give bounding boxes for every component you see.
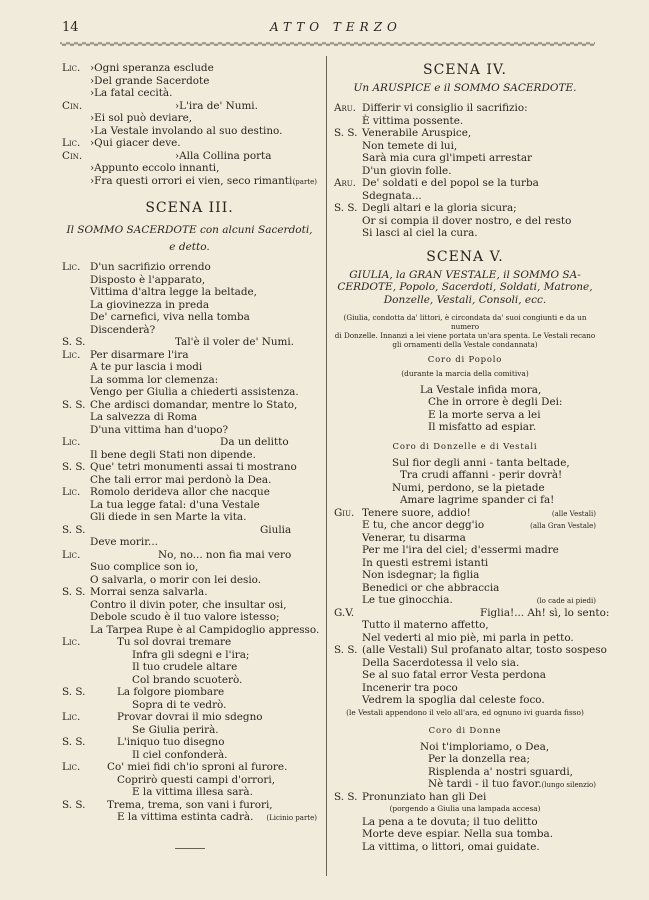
scene-heading: SCENA IV. bbox=[423, 62, 507, 78]
verse-text: Non isdegnar; la figlia bbox=[362, 569, 480, 581]
speaker-label: Lic. bbox=[62, 348, 81, 361]
verse-text: Debole scudo è il tuo valore istesso; bbox=[90, 611, 280, 623]
verse-line bbox=[62, 175, 317, 188]
verse-text: Vittima d'altra legge la beltade, bbox=[90, 286, 257, 298]
verse-text: Tenere suore, addio! bbox=[362, 506, 471, 519]
verse-line bbox=[334, 828, 596, 841]
verse-text: La Tarpea Rupe è al Campidoglio appresso. bbox=[90, 623, 320, 636]
verse-line bbox=[62, 87, 317, 100]
verse-line bbox=[62, 75, 317, 88]
verse-line bbox=[334, 606, 610, 620]
scene-characters: Il SOMMO SACERDOTE con alcuni Sacerdoti, bbox=[66, 223, 313, 236]
verse-line bbox=[62, 686, 317, 699]
verse-line bbox=[62, 399, 317, 412]
verse-text: Coprirò questi campi d'orrori, bbox=[117, 773, 275, 786]
verse-text: Noi t'imploriamo, o Dea, bbox=[420, 740, 550, 753]
verse-line bbox=[334, 791, 596, 804]
verse-line bbox=[334, 741, 596, 754]
verse-line bbox=[62, 524, 317, 537]
verse-line bbox=[62, 599, 317, 612]
verse-text: Romolo derideva allor che nacque bbox=[90, 486, 270, 498]
verse-line bbox=[334, 127, 596, 140]
verse-text: Co' miei fidi ch'io sproni al furore. bbox=[107, 761, 288, 773]
verse-text: ›L'ira de' Numi. bbox=[175, 99, 258, 112]
verse-text: Della Sacerdotessa il velo sia. bbox=[362, 656, 520, 669]
stage-direction: (porgendo a Giulia una lampada accesa) bbox=[389, 804, 541, 813]
stage-note: (parte) bbox=[292, 177, 317, 186]
spacer bbox=[334, 434, 596, 438]
verse-line bbox=[62, 386, 317, 399]
verse-line bbox=[62, 649, 317, 662]
verse-line bbox=[62, 461, 317, 474]
verse-text: Morrai senza salvarla. bbox=[90, 586, 208, 598]
verse-line bbox=[62, 674, 317, 687]
verse-text: Provar dovrai il mio sdegno bbox=[117, 711, 263, 723]
verse-line bbox=[62, 349, 317, 362]
verse-text: Per la donzella rea; bbox=[428, 753, 530, 765]
verse-line bbox=[62, 623, 320, 637]
verse-line bbox=[334, 115, 596, 128]
speaker-label: Lic. bbox=[62, 261, 81, 273]
stage-note: (alle Vestali) bbox=[551, 509, 596, 518]
verse-text: ›Del grande Sacerdote bbox=[90, 74, 210, 87]
end-rule bbox=[175, 848, 205, 849]
verse-text: ›Qui giacer deve. bbox=[90, 137, 181, 149]
speaker-label: G.V. bbox=[334, 606, 355, 619]
verse-line bbox=[62, 137, 317, 150]
verse-text: Giulia bbox=[260, 523, 292, 536]
verse-text: Tutto il materno affetto, bbox=[362, 619, 489, 631]
verse-line bbox=[334, 215, 596, 228]
verse-text: Che in orrore è degli Dei: bbox=[428, 396, 563, 409]
column-divider bbox=[326, 56, 327, 876]
scene-characters: e detto. bbox=[169, 241, 210, 253]
verse-line bbox=[62, 336, 317, 349]
verse-line bbox=[62, 711, 317, 724]
verse-text: D'una vittima han d'uopo? bbox=[90, 423, 229, 436]
verse-line bbox=[334, 227, 596, 240]
right-column bbox=[334, 62, 610, 853]
verse-text: Che tali error mai perdonò la Dea. bbox=[90, 473, 272, 486]
verse-text: Degli altari e la gloria sicura; bbox=[362, 202, 517, 215]
verse-text: La tua legge fatal: d'una Vestale bbox=[90, 498, 260, 511]
verse-text: ›La fatal cecità. bbox=[90, 87, 173, 99]
speaker-label: S. S. bbox=[62, 798, 86, 811]
stage-direction: (le Vestali appendono il velo all'ara, ed ognuno ivi guarda fisso) bbox=[346, 707, 584, 717]
speaker-label: Lic. bbox=[62, 486, 81, 498]
speaker-label: S. S. bbox=[334, 127, 358, 140]
verse-line bbox=[334, 384, 596, 397]
verse-text: Nel vederti al mio piè, mi parla in petto. bbox=[362, 631, 574, 644]
verse-line bbox=[334, 816, 596, 829]
verse-line bbox=[334, 557, 596, 570]
verse-text: Discenderà? bbox=[90, 323, 156, 336]
verse-text: Il ciel confonderà. bbox=[132, 748, 228, 761]
verse-line bbox=[62, 436, 317, 449]
scene-characters: Un ARUSPICE e il SOMMO SACERDOTE. bbox=[353, 82, 577, 95]
verse-text: È vittima possente. bbox=[362, 114, 464, 127]
verse-line bbox=[62, 499, 317, 512]
verse-line bbox=[62, 724, 317, 737]
verse-line bbox=[62, 324, 317, 337]
verse-text: Da un delitto bbox=[220, 436, 289, 448]
verse-text: Morte deve espiar. Nella sua tomba. bbox=[362, 828, 554, 840]
verse-line bbox=[334, 102, 596, 115]
verse-text: La salvezza di Roma bbox=[90, 411, 198, 423]
verse-line bbox=[334, 694, 596, 707]
verse-text: E la vittima estinta cadrà. bbox=[117, 811, 254, 823]
verse-text: (alle Vestali) Sul profanato altar, tosto sospeso bbox=[362, 644, 607, 656]
verse-line bbox=[62, 536, 317, 549]
verse-text: Figlia!... Ah! sì, lo sento: bbox=[480, 606, 610, 619]
verse-text: Che ardisci domandar, mentre lo Stato, bbox=[90, 398, 298, 411]
verse-text: Que' tetri monumenti assai ti mostrano bbox=[90, 461, 297, 473]
stage-note: (lungo silenzio) bbox=[541, 781, 596, 789]
verse-line bbox=[334, 190, 596, 203]
speaker-label: Aru. bbox=[334, 102, 356, 115]
verse-text: Col brando scuoterò. bbox=[132, 673, 243, 686]
verse-text: Risplenda a' nostri sguardi, bbox=[428, 765, 573, 778]
verse-text: In questi estremi istanti bbox=[362, 556, 489, 569]
verse-text: Differir vi consiglio il sacrifizio: bbox=[362, 102, 528, 115]
verse-line bbox=[334, 421, 596, 434]
scene-characters: Donzelle, Vestali, Consoli, ecc. bbox=[383, 293, 547, 306]
verse-line bbox=[334, 494, 596, 507]
verse-line bbox=[334, 682, 596, 695]
verse-text: De' soldati e del popol se la turba bbox=[362, 177, 539, 190]
verse-line bbox=[62, 699, 317, 712]
spacer bbox=[334, 240, 596, 249]
verse-line bbox=[62, 411, 317, 424]
verse-line bbox=[62, 749, 317, 762]
verse-line bbox=[62, 449, 317, 462]
page-number: 14 bbox=[62, 20, 79, 35]
verse-text: Suo complice son io, bbox=[90, 561, 199, 573]
spacer bbox=[334, 719, 596, 722]
chorus-heading: Coro di Popolo bbox=[427, 355, 503, 365]
verse-line bbox=[62, 274, 317, 287]
verse-text: ›La Vestale involando al suo destino. bbox=[90, 124, 283, 137]
verse-line bbox=[62, 474, 317, 487]
verse-line bbox=[62, 661, 317, 674]
verse-text: Nè tardi - il tuo favor. bbox=[428, 778, 542, 790]
left-column bbox=[62, 62, 320, 824]
spacer bbox=[62, 216, 317, 224]
scene-heading: SCENA III. bbox=[145, 199, 234, 216]
verse-line bbox=[62, 361, 317, 374]
verse-text: Or si compia il dover nostro, e del resto bbox=[362, 214, 572, 227]
verse-line bbox=[62, 761, 317, 774]
verse-line bbox=[334, 632, 596, 645]
verse-text: Disposto è l'apparato, bbox=[90, 273, 206, 286]
verse-text: Tal'è il voler de' Numi. bbox=[175, 336, 294, 348]
speaker-label: Cin. bbox=[62, 99, 83, 112]
verse-text: Sopra di te vedrò. bbox=[132, 698, 227, 711]
verse-text: Il tuo crudele altare bbox=[132, 661, 238, 673]
verse-text: Sarà mia cura gl'impeti arrestar bbox=[362, 152, 532, 165]
verse-text: Benedici or che abbraccia bbox=[362, 581, 500, 594]
verse-text: La somma lor clemenza: bbox=[90, 373, 219, 386]
verse-line bbox=[334, 841, 596, 854]
verse-text: Amare lagrime spander ci fa! bbox=[400, 494, 555, 506]
speaker-label: S. S. bbox=[334, 202, 358, 215]
verse-text: Incenerir tra poco bbox=[362, 681, 458, 694]
stage-note: (Licinio parte) bbox=[266, 814, 317, 822]
verse-text: E la morte serva a lei bbox=[428, 408, 541, 421]
verse-text: Infra gli sdegni e l'ira; bbox=[132, 648, 250, 661]
verse-line bbox=[62, 736, 317, 749]
verse-line bbox=[334, 457, 596, 470]
stage-direction: (durante la marcia della comitiva) bbox=[401, 368, 529, 378]
verse-text: Gli diede in sen Marte la vita. bbox=[90, 511, 247, 523]
verse-line bbox=[334, 582, 596, 595]
verse-line bbox=[334, 152, 596, 165]
verse-text: La giovinezza in preda bbox=[90, 298, 210, 311]
verse-line bbox=[62, 799, 317, 812]
verse-line bbox=[334, 165, 596, 178]
verse-line bbox=[62, 299, 317, 312]
verse-line bbox=[334, 140, 596, 153]
verse-line bbox=[62, 261, 317, 274]
speaker-label: S. S. bbox=[62, 686, 86, 698]
verse-line bbox=[62, 786, 317, 799]
verse-line bbox=[62, 549, 317, 562]
speaker-label: S. S. bbox=[62, 461, 86, 473]
verse-line bbox=[62, 424, 317, 437]
verse-text: Si lasci al ciel la cura. bbox=[362, 227, 478, 240]
chorus-heading: Coro di Donne bbox=[428, 725, 502, 736]
verse-text: Non temete di lui, bbox=[362, 139, 458, 152]
verse-line bbox=[334, 177, 596, 190]
speaker-label: S. S. bbox=[334, 790, 358, 803]
verse-line bbox=[334, 644, 607, 657]
verse-text: Pronunziato han gli Dei bbox=[362, 790, 487, 803]
verse-text: La Vestale infida mora, bbox=[420, 383, 542, 396]
verse-line bbox=[334, 753, 596, 766]
verse-text: ›Fra questi orrori ei vien, seco rimanti. bbox=[90, 174, 296, 187]
verse-text: Per disarmare l'ira bbox=[90, 348, 189, 361]
speaker-label: Lic. bbox=[62, 761, 81, 773]
speaker-label: S. S. bbox=[334, 644, 358, 656]
verse-line bbox=[62, 611, 317, 624]
speaker-label: S. S. bbox=[62, 586, 86, 598]
verse-text: Venerabile Aruspice, bbox=[362, 127, 472, 140]
speaker-label: S. S. bbox=[62, 398, 86, 411]
verse-line bbox=[62, 162, 317, 175]
speaker-label: Lic. bbox=[62, 711, 81, 723]
verse-line bbox=[334, 657, 596, 670]
verse-line bbox=[334, 202, 596, 215]
spacer bbox=[334, 95, 596, 103]
verse-text: Vedrem la spoglia dal celeste foco. bbox=[362, 694, 545, 706]
verse-text: L'iniquo tuo disegno bbox=[117, 736, 225, 748]
stage-direction: gli ornamenti della Vestale condannata) bbox=[392, 339, 538, 349]
verse-line bbox=[62, 811, 317, 824]
speaker-label: Aru. bbox=[334, 177, 356, 190]
verse-text: Le tue ginocchia. bbox=[362, 594, 453, 606]
speaker-label: Lic. bbox=[62, 436, 81, 448]
verse-text: O salvarla, o morir con lei desio. bbox=[90, 573, 262, 586]
verse-text: ›Alla Collina porta bbox=[175, 149, 272, 162]
verse-line bbox=[62, 374, 317, 387]
speaker-label: Lic. bbox=[62, 62, 81, 74]
verse-text: No, no... non fia mai vero bbox=[158, 548, 292, 561]
verse-line bbox=[62, 311, 317, 324]
verse-text: Contro il divin poter, che insultar osi, bbox=[90, 598, 287, 611]
verse-text: Tra crudi affanni - perir dovrà! bbox=[400, 469, 563, 481]
verse-text: Il misfatto ad espiar. bbox=[428, 421, 537, 434]
verse-text: A te pur lascia i modi bbox=[90, 361, 203, 373]
verse-line bbox=[62, 125, 317, 138]
verse-line bbox=[334, 409, 596, 422]
verse-line bbox=[334, 766, 596, 779]
chorus-heading: Coro di Donzelle e di Vestali bbox=[392, 441, 538, 452]
verse-text: Se al suo fatal error Vesta perdona bbox=[362, 669, 546, 681]
spacer bbox=[62, 187, 317, 200]
verse-text: La pena a te dovuta; il tuo delitto bbox=[362, 815, 538, 828]
ornamental-rule bbox=[60, 40, 595, 48]
speaker-label: Giu. bbox=[334, 506, 355, 519]
stage-note: (alla Gran Vestale) bbox=[530, 522, 596, 530]
verse-text: Trema, trema, son vani i furori, bbox=[107, 798, 273, 811]
speaker-label: S. S. bbox=[62, 736, 86, 748]
verse-text: ›Ei sol può deviare, bbox=[90, 112, 193, 124]
verse-text: D'un giovin folle. bbox=[362, 164, 452, 177]
verse-text: Sdegnata... bbox=[362, 189, 422, 202]
verse-text: Venerar, tu disarma bbox=[362, 531, 466, 544]
running-title: ATTO TERZO bbox=[270, 20, 402, 34]
verse-line bbox=[62, 150, 317, 163]
verse-line bbox=[334, 396, 596, 409]
verse-text: Sul fior degli anni - tanta beltade, bbox=[392, 456, 570, 469]
verse-text: ›Ogni speranza esclude bbox=[90, 62, 214, 74]
verse-text: De' carnefici, viva nella tomba bbox=[90, 311, 250, 323]
verse-text: Per me l'ira del ciel; d'essermi madre bbox=[362, 544, 559, 556]
speaker-label: Lic. bbox=[62, 636, 81, 648]
verse-line bbox=[62, 511, 317, 524]
verse-line bbox=[62, 574, 317, 587]
verse-line bbox=[62, 100, 317, 113]
stage-direction: di Donzelle. Innanzi a lei viene portata un'ara spenta. Le Vestali recano bbox=[334, 330, 596, 340]
verse-line bbox=[62, 586, 317, 599]
verse-line bbox=[334, 778, 596, 791]
verse-line bbox=[62, 636, 317, 649]
verse-line bbox=[62, 486, 317, 499]
spacer bbox=[62, 254, 317, 262]
verse-text: D'un sacrifizio orrendo bbox=[90, 261, 211, 273]
speaker-label: Cin. bbox=[62, 149, 83, 162]
verse-line bbox=[334, 469, 596, 482]
speaker-label: S. S. bbox=[62, 523, 86, 536]
verse-text: La folgore piombare bbox=[117, 686, 225, 698]
verse-text: ›Appunto eccolo innanti, bbox=[90, 162, 220, 174]
speaker-label: Lic. bbox=[62, 548, 81, 561]
stage-note: (lo cade ai piedi) bbox=[536, 597, 596, 605]
verse-text: Il bene degli Stati non dipende. bbox=[90, 448, 256, 461]
scene-characters: CERDOTE, Popolo, Sacerdoti, Soldati, Matrone, bbox=[337, 281, 593, 294]
verse-line bbox=[334, 544, 596, 557]
verse-text: E la vittima illesa sarà. bbox=[132, 786, 253, 798]
verse-line bbox=[334, 619, 596, 632]
spacer bbox=[334, 349, 596, 352]
speaker-label: Lic. bbox=[62, 137, 81, 149]
verse-line bbox=[334, 482, 596, 495]
verse-text: Deve morir... bbox=[90, 536, 158, 548]
verse-text: Vengo per Giulia a chiederti assistenza. bbox=[90, 386, 299, 398]
verse-text: Tu sol dovrai tremare bbox=[117, 636, 232, 648]
verse-line bbox=[334, 507, 596, 520]
verse-line bbox=[334, 532, 596, 545]
verse-text: E tu, che ancor degg'io bbox=[362, 519, 485, 531]
verse-text: Numi, perdono, se la pietade bbox=[392, 481, 545, 494]
verse-line bbox=[62, 286, 317, 299]
verse-line bbox=[62, 561, 317, 574]
stage-direction: (Giulia, condotta da' littori, è circondata da' suoi congiunti e da un numero bbox=[343, 312, 587, 331]
verse-text: Se Giulia perirà. bbox=[132, 723, 219, 736]
verse-line bbox=[334, 669, 596, 682]
speaker-label: S. S. bbox=[62, 336, 86, 348]
verse-line bbox=[62, 774, 317, 787]
scene-characters: GIULIA, la GRAN VESTALE, il SOMMO SA- bbox=[349, 268, 581, 281]
verse-line bbox=[62, 112, 317, 125]
verse-text: La vittima, o littori, omai guidate. bbox=[362, 840, 540, 853]
scene-heading: SCENA V. bbox=[426, 248, 504, 265]
verse-line bbox=[334, 569, 596, 582]
verse-line bbox=[62, 62, 317, 75]
verse-line bbox=[334, 594, 596, 607]
verse-line bbox=[334, 519, 596, 532]
